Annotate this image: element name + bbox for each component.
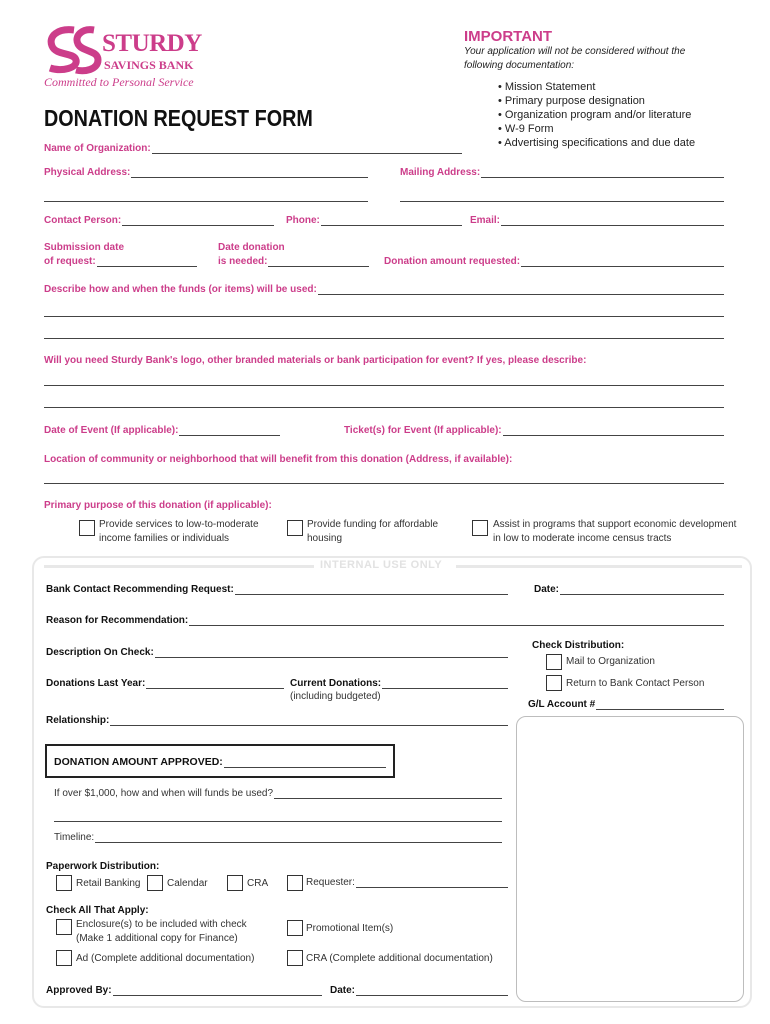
return-to-contact-checkbox[interactable]: [546, 675, 562, 691]
primary-purpose-label: Primary purpose of this donation (if applicable):: [44, 500, 272, 511]
submission-label-1: Submission date: [44, 242, 125, 253]
mail-to-org-label: Mail to Organization: [566, 656, 655, 667]
gl-account-field[interactable]: [528, 699, 724, 710]
describe-line-2[interactable]: [44, 316, 724, 317]
over-1000-line-2[interactable]: [54, 821, 502, 822]
description-check-field[interactable]: [46, 647, 508, 658]
cra-checkbox[interactable]: [227, 875, 243, 891]
address-line-2[interactable]: [44, 201, 368, 202]
check-all-label: Check All That Apply:: [46, 905, 149, 916]
including-budgeted: (including budgeted): [290, 691, 381, 702]
purpose-option-2: Provide funding for affordable housing: [307, 519, 439, 544]
amount-approved-field[interactable]: [54, 756, 386, 768]
submission-label-2: of request:: [44, 256, 96, 267]
mailing-address-label: Mailing Address:: [400, 167, 481, 178]
current-donations-field[interactable]: [290, 678, 508, 689]
approved-date-label: Date:: [330, 985, 356, 996]
list-item: • Advertising specifications and due date: [498, 137, 696, 149]
mailing-address-field[interactable]: [400, 167, 724, 178]
list-item: • Mission Statement: [498, 81, 596, 93]
brand-sub: SAVINGS BANK: [104, 58, 194, 72]
internal-title-right-rule: [456, 565, 742, 568]
requester-checkbox[interactable]: [287, 875, 303, 891]
phone-field[interactable]: [286, 215, 462, 226]
important-title: IMPORTANT: [464, 28, 553, 45]
retail-banking-checkbox[interactable]: [56, 875, 72, 891]
cra-doc-checkbox[interactable]: [287, 950, 303, 966]
gl-account-label: G/L Account #: [528, 699, 596, 710]
date-needed-label-1: Date donation: [218, 242, 285, 253]
ad-label: Ad (Complete additional documentation): [76, 953, 255, 964]
internal-title-left-rule: [44, 565, 314, 568]
date-of-event-field[interactable]: [44, 425, 280, 436]
list-item: • Organization program and/or literature: [498, 109, 692, 121]
calendar-checkbox[interactable]: [147, 875, 163, 891]
physical-address-field[interactable]: [44, 167, 368, 178]
date-of-event-label: Date of Event (If applicable):: [44, 425, 179, 436]
ad-checkbox[interactable]: [56, 950, 72, 966]
current-donations-label: Current Donations:: [290, 678, 382, 689]
important-note-2: following documentation:: [464, 60, 575, 71]
amount-requested-field[interactable]: [384, 256, 724, 267]
cra-label: CRA: [247, 878, 269, 889]
submission-date-field[interactable]: [44, 256, 197, 267]
list-item: • W-9 Form: [498, 123, 554, 135]
purpose-checkbox-3[interactable]: [472, 520, 488, 536]
promotional-checkbox[interactable]: [287, 920, 303, 936]
paperwork-distribution-label: Paperwork Distribution:: [46, 861, 160, 872]
timeline-label: Timeline:: [54, 832, 95, 843]
sturdy-logo-icon: [44, 26, 106, 76]
relationship-field[interactable]: [46, 715, 508, 726]
reason-label: Reason for Recommendation:: [46, 615, 189, 626]
describe-line-3[interactable]: [44, 338, 724, 339]
purpose-option-1: Provide services to low-to-moderate income families or individuals: [99, 519, 259, 544]
purpose-checkbox-1[interactable]: [79, 520, 95, 536]
important-list: [498, 80, 695, 150]
approved-by-field[interactable]: [46, 985, 322, 996]
requester-label: Requester:: [306, 877, 355, 888]
contact-person-label: Contact Person:: [44, 215, 122, 226]
retail-banking-label: Retail Banking: [76, 878, 141, 889]
location-line[interactable]: [44, 483, 724, 484]
calendar-label: Calendar: [167, 878, 208, 889]
form-title: DONATION REQUEST FORM: [44, 105, 313, 131]
date-needed-field[interactable]: [218, 256, 369, 267]
bank-contact-field[interactable]: [46, 584, 508, 595]
internal-use-title: INTERNAL USE ONLY: [320, 559, 443, 571]
important-note-1: Your application will not be considered without the: [464, 46, 686, 57]
email-label: Email:: [470, 215, 501, 226]
amount-requested-label: Donation amount requested:: [384, 256, 521, 267]
logo-line-2[interactable]: [44, 407, 724, 408]
internal-date-label: Date:: [534, 584, 560, 595]
date-needed-label-2: is needed:: [218, 256, 268, 267]
org-name-field[interactable]: [44, 143, 462, 154]
tagline: Committed to Personal Service: [44, 75, 194, 89]
purpose-checkbox-2[interactable]: [287, 520, 303, 536]
describe-funds-label: Describe how and when the funds (or items) will be used:: [44, 284, 317, 295]
logo-question-label: Will you need Sturdy Bank's logo, other branded materials or bank participation for event? If yes, please describe:: [44, 355, 587, 366]
brand-name: STURDY: [102, 30, 202, 57]
describe-funds-field[interactable]: [44, 284, 724, 295]
logo: [44, 26, 224, 88]
relationship-label: Relationship:: [46, 715, 110, 726]
donations-last-year-label: Donations Last Year:: [46, 678, 146, 689]
gl-notes-box[interactable]: [516, 716, 744, 1002]
enclosure-label: Enclosure(s) to be included with check (Make 1 additional copy for Finance): [76, 919, 247, 944]
check-distribution-label: Check Distribution:: [532, 640, 625, 651]
timeline-field[interactable]: [54, 832, 502, 843]
phone-label: Phone:: [286, 215, 320, 226]
enclosure-checkbox[interactable]: [56, 919, 72, 935]
description-check-label: Description On Check:: [46, 647, 154, 658]
approved-by-label: Approved By:: [46, 985, 112, 996]
over-1000-label: If over $1,000, how and when will funds be used?: [54, 788, 274, 799]
org-name-label: Name of Organization:: [44, 143, 151, 154]
cra-doc-label: CRA (Complete additional documentation): [306, 953, 493, 964]
return-to-contact-label: Return to Bank Contact Person: [566, 678, 705, 689]
bank-contact-label: Bank Contact Recommending Request:: [46, 584, 234, 595]
internal-date-field[interactable]: [534, 584, 724, 595]
contact-person-field[interactable]: [44, 215, 274, 226]
location-label: Location of community or neighborhood that will benefit from this donation (Address, if available):: [44, 454, 513, 465]
promotional-label: Promotional Item(s): [306, 923, 394, 934]
amount-approved-label: DONATION AMOUNT APPROVED:: [54, 756, 223, 768]
tickets-label: Ticket(s) for Event (If applicable):: [344, 425, 502, 436]
email-field[interactable]: [470, 215, 724, 226]
logo-line-1[interactable]: [44, 385, 724, 386]
physical-address-label: Physical Address:: [44, 167, 131, 178]
mailing-line-2[interactable]: [400, 201, 724, 202]
donations-last-year-field[interactable]: [46, 678, 284, 689]
tickets-field[interactable]: [344, 425, 724, 436]
reason-field[interactable]: [46, 615, 724, 626]
purpose-option-3: Assist in programs that support economic development in low to moderate income census tracts: [493, 519, 737, 544]
over-1000-field[interactable]: [54, 788, 502, 799]
requester-field[interactable]: [306, 877, 508, 888]
list-item: • Primary purpose designation: [498, 95, 645, 107]
approved-date-field[interactable]: [330, 985, 508, 996]
mail-to-org-checkbox[interactable]: [546, 654, 562, 670]
